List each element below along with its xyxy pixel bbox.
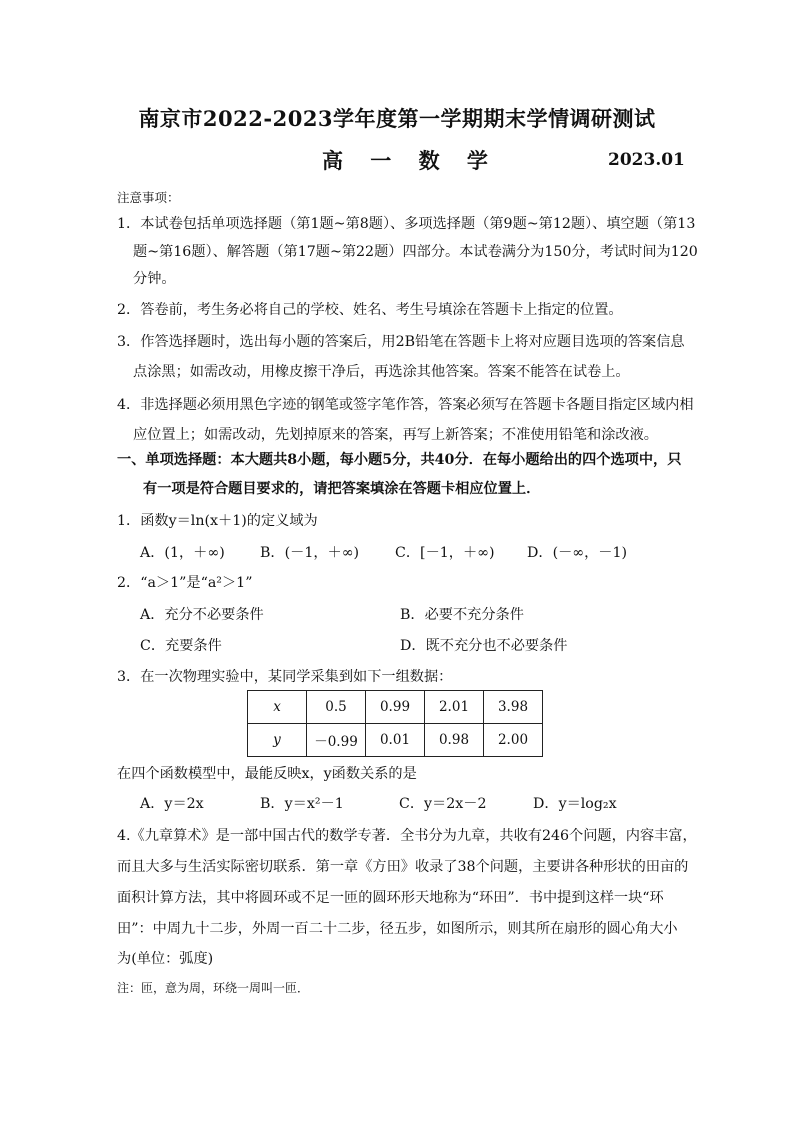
table-cell: 0.5 xyxy=(307,691,366,724)
notice-line: 3．作答选择题时，选出每小题的答案后，用2B铅笔在答题卡上将对应题目选项的答案信息 xyxy=(117,334,685,350)
notice-line: 4．非选择题必须用黑色字迹的钢笔或签字笔作答，答案必须写在答题卡各题目指定区域内相 xyxy=(117,397,694,413)
table-cell: 2.00 xyxy=(484,724,543,757)
notice-line: 2．答卷前，考生务必将自己的学校、姓名、考生号填涂在答题卡上指定的位置。 xyxy=(117,302,623,318)
option-d: D．(－∞，－1) xyxy=(527,545,628,561)
question-3-stem: 3．在一次物理实验中，某同学采集到如下一组数据： xyxy=(117,669,453,685)
table-cell: y xyxy=(248,724,307,757)
option-b: B．y＝x²－1 xyxy=(260,796,344,812)
option-d: D．y＝log₂x xyxy=(533,796,617,812)
question-4-line: 为(单位：弧度) xyxy=(117,951,214,967)
question-1-stem: 1．函数y＝ln(x＋1)的定义域为 xyxy=(117,513,318,529)
footnote: 注：匝，意为周，环绕一周叫一匝． xyxy=(117,981,310,995)
table-row xyxy=(248,691,543,724)
notice-line: 题~第16题）、解答题（第17题~第22题）四部分。本试卷满分为150分，考试时间为120 xyxy=(133,244,698,260)
table-row xyxy=(248,724,543,757)
notice-line: 1．本试卷包括单项选择题（第1题~第8题）、多项选择题（第9题~第12题）、填空题（第13 xyxy=(117,216,696,232)
question-3-followup: 在四个函数模型中，最能反映x，y函数关系的是 xyxy=(117,766,417,782)
subject-title: 高 一 数 学 xyxy=(322,148,498,173)
table-cell: 3.98 xyxy=(484,691,543,724)
exam-title: 南京市2022-2023学年度第一学期期末学情调研测试 xyxy=(138,106,656,131)
question-2-stem: 2．“a＞1”是“a²＞1” xyxy=(117,575,253,591)
option-a: A．(1，＋∞) xyxy=(140,545,225,561)
option-a: A．充分不必要条件 xyxy=(140,607,264,623)
option-c: C．[－1，＋∞) xyxy=(395,545,495,561)
question-4-line: 面积计算方法，其中将圆环或不足一匝的圆环形天地称为“环田”．书中提到这样一块“环 xyxy=(117,890,664,906)
data-table xyxy=(247,690,543,757)
option-c: C．y＝2x－2 xyxy=(399,796,487,812)
table-cell: 0.99 xyxy=(366,691,425,724)
exam-date: 2023.01 xyxy=(608,150,685,170)
question-4-line: 而且大多与生活实际密切联系．第一章《方田》收录了38个问题，主要讲各种形状的田亩的 xyxy=(117,859,689,875)
option-a: A．y＝2x xyxy=(140,796,204,812)
section-heading: 一、单项选择题：本大题共8小题，每小题5分，共40分．在每小题给出的四个选项中，只 xyxy=(117,452,682,468)
option-d: D．既不充分也不必要条件 xyxy=(400,638,568,654)
notice-line: 点涂黑；如需改动，用橡皮擦干净后，再选涂其他答案。答案不能答在试卷上。 xyxy=(133,364,630,380)
question-4-line: 田”：中周九十二步，外周一百二十二步，径五步，如图所示，则其所在扇形的圆心角大小 xyxy=(117,921,678,937)
notice-line: 应位置上；如需改动，先划掉原来的答案，再写上新答案；不准使用铅笔和涂改液。 xyxy=(133,427,658,443)
section-heading: 有一项是符合题目要求的，请把答案填涂在答题卡相应位置上． xyxy=(143,481,541,497)
option-c: C．充要条件 xyxy=(140,638,222,654)
notice-line: 分钟。 xyxy=(133,271,176,287)
table-cell: x xyxy=(248,691,307,724)
option-b: B．必要不充分条件 xyxy=(400,607,524,623)
table-cell: 2.01 xyxy=(425,691,484,724)
table-cell: 0.98 xyxy=(425,724,484,757)
option-b: B．(－1，＋∞) xyxy=(260,545,360,561)
question-4-line: 4.《九章算术》是一部中国古代的数学专著．全书分为九章，共收有246个问题，内容丰富， xyxy=(117,828,697,844)
table-cell: 0.01 xyxy=(366,724,425,757)
notice-heading: 注意事项： xyxy=(117,190,180,205)
table-cell: －0.99 xyxy=(307,724,366,757)
